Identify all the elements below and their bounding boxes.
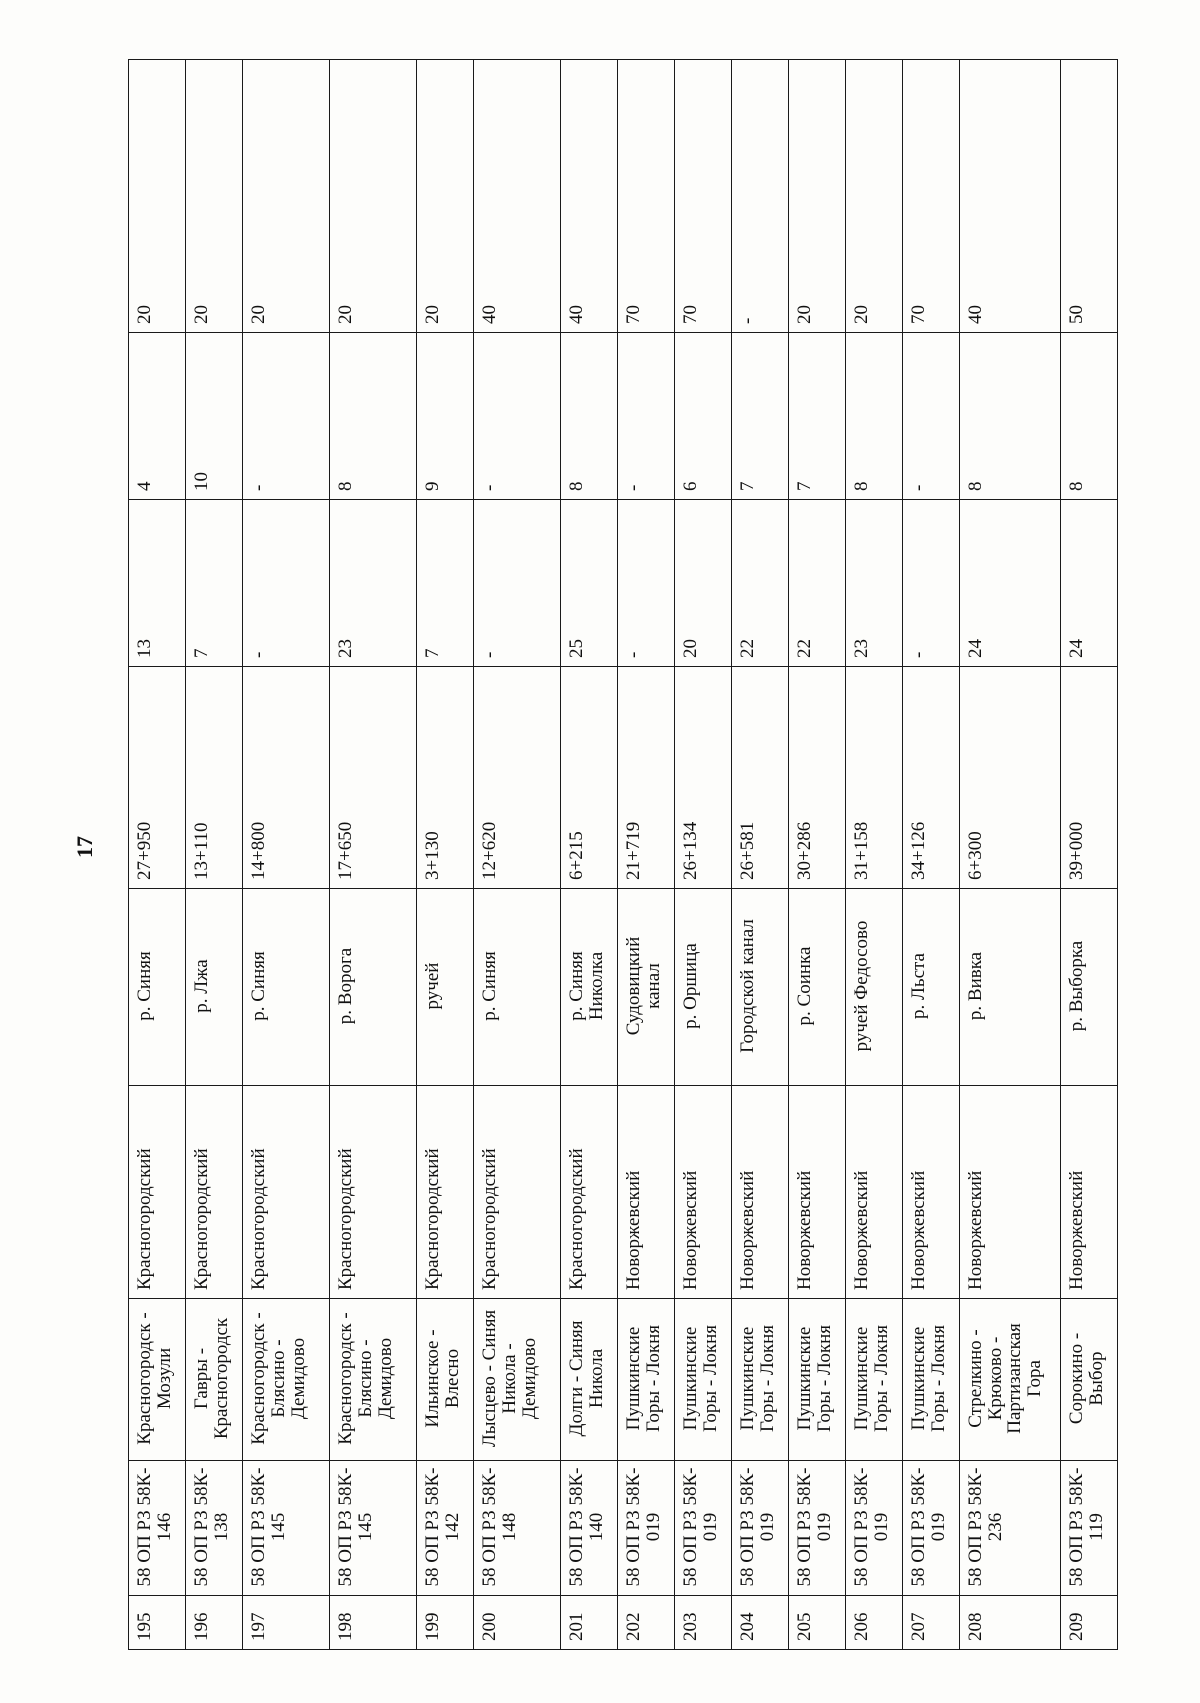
watercourse-cell: р. Льста bbox=[902, 889, 959, 1086]
column-8-cell: 8 bbox=[330, 333, 417, 500]
road-code-cell: 58 ОП РЗ 58К- 145 bbox=[242, 1461, 329, 1596]
table-row bbox=[330, 60, 417, 1650]
column-7-cell: 23 bbox=[845, 500, 902, 667]
column-8-cell: - bbox=[474, 333, 561, 500]
column-9-cell: 70 bbox=[902, 60, 959, 333]
watercourse-cell: ручей bbox=[417, 889, 474, 1086]
km-position-cell: 34+126 bbox=[902, 667, 959, 889]
column-7-cell: 24 bbox=[959, 500, 1060, 667]
km-position-cell: 31+158 bbox=[845, 667, 902, 889]
route-name-cell: Красногородск - Блясино - Демидово bbox=[330, 1299, 417, 1461]
route-name-cell: Лысцево - Синяя Никола - Демидово bbox=[474, 1299, 561, 1461]
route-name-cell: Долги - Синяя Никола bbox=[561, 1299, 618, 1461]
column-7-cell: 13 bbox=[129, 500, 186, 667]
km-position-cell: 13+110 bbox=[185, 667, 242, 889]
column-9-cell: 20 bbox=[185, 60, 242, 333]
km-position-cell: 26+581 bbox=[732, 667, 789, 889]
column-9-cell: 20 bbox=[788, 60, 845, 333]
km-position-cell: 3+130 bbox=[417, 667, 474, 889]
watercourse-cell: Судовицкий канал bbox=[618, 889, 675, 1086]
column-8-cell: 8 bbox=[845, 333, 902, 500]
km-position-cell: 27+950 bbox=[129, 667, 186, 889]
road-code-cell: 58 ОП РЗ 58К- 119 bbox=[1061, 1461, 1118, 1596]
watercourse-cell: р. Синяя Николка bbox=[561, 889, 618, 1086]
route-name-cell: Пушкинские Горы - Локня bbox=[845, 1299, 902, 1461]
column-7-cell: 25 bbox=[561, 500, 618, 667]
column-7-cell: - bbox=[474, 500, 561, 667]
row-number-cell: 202 bbox=[618, 1596, 675, 1650]
district-cell: Новоржевский bbox=[845, 1086, 902, 1299]
column-8-cell: 8 bbox=[561, 333, 618, 500]
district-cell: Красногородский bbox=[417, 1086, 474, 1299]
district-cell: Новоржевский bbox=[732, 1086, 789, 1299]
column-9-cell: - bbox=[732, 60, 789, 333]
column-8-cell: 8 bbox=[1061, 333, 1118, 500]
watercourse-cell: ручей Федосово bbox=[845, 889, 902, 1086]
route-name-cell: Ильинское - Влесно bbox=[417, 1299, 474, 1461]
road-code-cell: 58 ОП РЗ 58К- 142 bbox=[417, 1461, 474, 1596]
district-cell: Красногородский bbox=[185, 1086, 242, 1299]
km-position-cell: 17+650 bbox=[330, 667, 417, 889]
watercourse-cell: р. Синяя bbox=[242, 889, 329, 1086]
column-9-cell: 40 bbox=[474, 60, 561, 333]
district-cell: Красногородский bbox=[561, 1086, 618, 1299]
route-name-cell: Красногородск - Мозули bbox=[129, 1299, 186, 1461]
row-number-cell: 204 bbox=[732, 1596, 789, 1650]
table-row bbox=[561, 60, 618, 1650]
row-number-cell: 207 bbox=[902, 1596, 959, 1650]
road-code-cell: 58 ОП РЗ 58К- 019 bbox=[732, 1461, 789, 1596]
district-cell: Новоржевский bbox=[618, 1086, 675, 1299]
table-row bbox=[902, 60, 959, 1650]
district-cell: Новоржевский bbox=[1061, 1086, 1118, 1299]
column-8-cell: 8 bbox=[959, 333, 1060, 500]
watercourse-cell: Городской канал bbox=[732, 889, 789, 1086]
table-row bbox=[788, 60, 845, 1650]
road-code-cell: 58 ОП РЗ 58К- 145 bbox=[330, 1461, 417, 1596]
column-9-cell: 20 bbox=[417, 60, 474, 333]
table-row bbox=[675, 60, 732, 1650]
route-name-cell: Пушкинские Горы - Локня bbox=[902, 1299, 959, 1461]
column-7-cell: 22 bbox=[732, 500, 789, 667]
table-row bbox=[959, 60, 1060, 1650]
column-9-cell: 40 bbox=[959, 60, 1060, 333]
column-8-cell: - bbox=[618, 333, 675, 500]
route-name-cell: Пушкинские Горы - Локня bbox=[618, 1299, 675, 1461]
watercourse-cell: р. Выборка bbox=[1061, 889, 1118, 1086]
column-7-cell: - bbox=[902, 500, 959, 667]
row-number-cell: 209 bbox=[1061, 1596, 1118, 1650]
column-8-cell: 6 bbox=[675, 333, 732, 500]
road-code-cell: 58 ОП РЗ 58К- 019 bbox=[618, 1461, 675, 1596]
table-row bbox=[185, 60, 242, 1650]
row-number-cell: 200 bbox=[474, 1596, 561, 1650]
km-position-cell: 39+000 bbox=[1061, 667, 1118, 889]
table-rotated-container bbox=[128, 60, 1118, 1650]
column-9-cell: 20 bbox=[242, 60, 329, 333]
district-cell: Красногородский bbox=[330, 1086, 417, 1299]
column-8-cell: 4 bbox=[129, 333, 186, 500]
route-name-cell: Красногородск - Блясино - Демидово bbox=[242, 1299, 329, 1461]
km-position-cell: 26+134 bbox=[675, 667, 732, 889]
row-number-cell: 196 bbox=[185, 1596, 242, 1650]
table-row bbox=[1061, 60, 1118, 1650]
road-code-cell: 58 ОП РЗ 58К- 148 bbox=[474, 1461, 561, 1596]
km-position-cell: 6+215 bbox=[561, 667, 618, 889]
column-8-cell: 7 bbox=[732, 333, 789, 500]
table-row bbox=[732, 60, 789, 1650]
row-number-cell: 203 bbox=[675, 1596, 732, 1650]
row-number-cell: 199 bbox=[417, 1596, 474, 1650]
watercourse-cell: р. Синяя bbox=[129, 889, 186, 1086]
column-9-cell: 50 bbox=[1061, 60, 1118, 333]
table-row bbox=[845, 60, 902, 1650]
column-9-cell: 70 bbox=[618, 60, 675, 333]
km-position-cell: 14+800 bbox=[242, 667, 329, 889]
table-row bbox=[242, 60, 329, 1650]
watercourse-cell: р. Соинка bbox=[788, 889, 845, 1086]
table-row bbox=[129, 60, 186, 1650]
district-cell: Красногородский bbox=[129, 1086, 186, 1299]
row-number-cell: 206 bbox=[845, 1596, 902, 1650]
column-8-cell: 10 bbox=[185, 333, 242, 500]
watercourse-cell: р. Оршица bbox=[675, 889, 732, 1086]
route-name-cell: Стрелкино - Крюково - Партизанская Гора bbox=[959, 1299, 1060, 1461]
column-7-cell: 23 bbox=[330, 500, 417, 667]
district-cell: Новоржевский bbox=[902, 1086, 959, 1299]
column-9-cell: 20 bbox=[129, 60, 186, 333]
column-7-cell: 22 bbox=[788, 500, 845, 667]
column-9-cell: 20 bbox=[845, 60, 902, 333]
column-7-cell: 24 bbox=[1061, 500, 1118, 667]
row-number-cell: 195 bbox=[129, 1596, 186, 1650]
road-code-cell: 58 ОП РЗ 58К- 019 bbox=[845, 1461, 902, 1596]
road-code-cell: 58 ОП РЗ 58К- 019 bbox=[788, 1461, 845, 1596]
table-row bbox=[618, 60, 675, 1650]
column-7-cell: 7 bbox=[185, 500, 242, 667]
district-cell: Новоржевский bbox=[675, 1086, 732, 1299]
row-number-cell: 208 bbox=[959, 1596, 1060, 1650]
column-7-cell: 7 bbox=[417, 500, 474, 667]
data-table bbox=[128, 59, 1118, 1650]
road-code-cell: 58 ОП РЗ 58К- 138 bbox=[185, 1461, 242, 1596]
column-9-cell: 20 bbox=[330, 60, 417, 333]
watercourse-cell: р. Лжа bbox=[185, 889, 242, 1086]
column-7-cell: 20 bbox=[675, 500, 732, 667]
route-name-cell: Пушкинские Горы - Локня bbox=[732, 1299, 789, 1461]
row-number-cell: 205 bbox=[788, 1596, 845, 1650]
route-name-cell: Сорокино - Выбор bbox=[1061, 1299, 1118, 1461]
column-8-cell: 9 bbox=[417, 333, 474, 500]
district-cell: Красногородский bbox=[242, 1086, 329, 1299]
km-position-cell: 12+620 bbox=[474, 667, 561, 889]
table-row bbox=[474, 60, 561, 1650]
road-code-cell: 58 ОП РЗ 58К- 019 bbox=[675, 1461, 732, 1596]
district-cell: Новоржевский bbox=[788, 1086, 845, 1299]
district-cell: Новоржевский bbox=[959, 1086, 1060, 1299]
column-8-cell: - bbox=[902, 333, 959, 500]
table-row bbox=[417, 60, 474, 1650]
column-7-cell: - bbox=[618, 500, 675, 667]
km-position-cell: 30+286 bbox=[788, 667, 845, 889]
road-code-cell: 58 ОП РЗ 58К- 236 bbox=[959, 1461, 1060, 1596]
road-code-cell: 58 ОП РЗ 58К- 146 bbox=[129, 1461, 186, 1596]
road-code-cell: 58 ОП РЗ 58К- 140 bbox=[561, 1461, 618, 1596]
road-code-cell: 58 ОП РЗ 58К- 019 bbox=[902, 1461, 959, 1596]
page-number: 17 bbox=[72, 836, 97, 858]
column-8-cell: - bbox=[242, 333, 329, 500]
column-9-cell: 70 bbox=[675, 60, 732, 333]
route-name-cell: Гавры - Красногородск bbox=[185, 1299, 242, 1461]
watercourse-cell: р. Ворога bbox=[330, 889, 417, 1086]
km-position-cell: 6+300 bbox=[959, 667, 1060, 889]
column-9-cell: 40 bbox=[561, 60, 618, 333]
row-number-cell: 201 bbox=[561, 1596, 618, 1650]
watercourse-cell: р. Синяя bbox=[474, 889, 561, 1086]
column-7-cell: - bbox=[242, 500, 329, 667]
km-position-cell: 21+719 bbox=[618, 667, 675, 889]
route-name-cell: Пушкинские Горы - Локня bbox=[675, 1299, 732, 1461]
route-name-cell: Пушкинские Горы - Локня bbox=[788, 1299, 845, 1461]
district-cell: Красногородский bbox=[474, 1086, 561, 1299]
column-8-cell: 7 bbox=[788, 333, 845, 500]
row-number-cell: 198 bbox=[330, 1596, 417, 1650]
watercourse-cell: р. Вивка bbox=[959, 889, 1060, 1086]
row-number-cell: 197 bbox=[242, 1596, 329, 1650]
